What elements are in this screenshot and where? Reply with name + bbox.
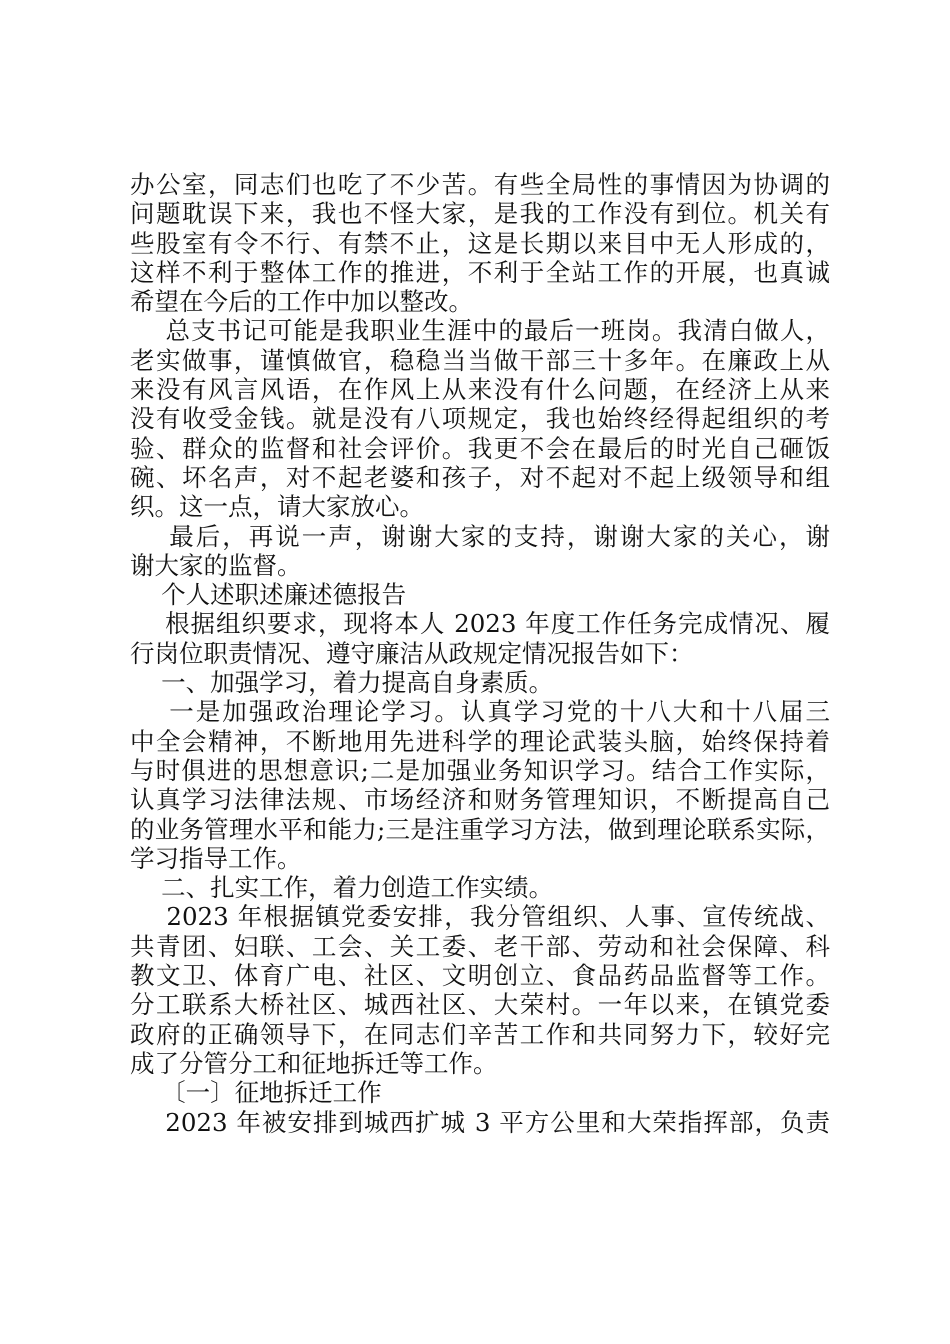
text-line: 没有收受金钱。就是没有八项规定，我也始终经得起组织的考 [130, 404, 830, 434]
text-line: 中全会精神，不断地用先进科学的理论武装头脑，始终保持着 [130, 726, 830, 756]
text-line: 的业务管理水平和能力;三是注重学习方法，做到理论联系实际， [130, 814, 830, 844]
text-line: 成了分管分工和征地拆迁等工作。 [130, 1048, 498, 1078]
text-line: 学习指导工作。 [130, 843, 302, 873]
text-line: 2023 年被安排到城西扩城 3 平方公里和大荣指挥部，负责 [130, 1107, 830, 1137]
text-line: 教文卫、体育广电、社区、文明创立、食品药品监督等工作。 [130, 961, 830, 991]
text-line: 问题耽误下来，我也不怪大家，是我的工作没有到位。机关有 [130, 199, 830, 229]
text-line: 总支书记可能是我职业生涯中的最后一班岗。我清白做人， [130, 316, 830, 346]
text-line: 这样不利于整体工作的推进，不利于全站工作的开展，也真诚 [130, 257, 830, 287]
text-line: 二、扎实工作，着力创造工作实绩。 [130, 873, 554, 903]
text-line: 老实做事，谨慎做官，稳稳当当做干部三十多年。在廉政上从 [130, 345, 830, 375]
text-line: 些股室有令不行、有禁不止，这是长期以来目中无人形成的， [130, 228, 830, 258]
document-body [130, 170, 830, 1137]
text-line: 希望在今后的工作中加以整改。 [130, 287, 473, 317]
text-line: 认真学习法律法规、市场经济和财务管理知识，不断提高自己 [130, 785, 830, 815]
text-line: 织。这一点，请大家放心。 [130, 492, 424, 522]
text-line: 政府的正确领导下，在同志们辛苦工作和共同努力下，较好完 [130, 1019, 830, 1049]
text-line: 〔一〕征地拆迁工作 [130, 1078, 382, 1108]
text-line: 办公室，同志们也吃了不少苦。有些全局性的事情因为协调的 [130, 170, 830, 199]
text-line: 2023 年根据镇党委安排，我分管组织、人事、宣传统战、 [130, 902, 830, 932]
text-line: 一、加强学习，着力提高自身素质。 [130, 668, 554, 698]
text-line: 与时俱进的思想意识;二是加强业务知识学习。结合工作实际， [130, 755, 830, 785]
text-line: 碗、坏名声，对不起老婆和孩子，对不起对不起上级领导和组 [130, 462, 830, 492]
text-line: 根据组织要求，现将本人 2023 年度工作任务完成情况、履 [130, 609, 830, 639]
text-line: 行岗位职责情况、遵守廉洁从政规定情况报告如下： [130, 638, 694, 668]
text-line: 谢大家的监督。 [130, 550, 302, 580]
text-line: 共青团、妇联、工会、关工委、老干部、劳动和社会保障、科 [130, 931, 830, 961]
text-line: 分工联系大桥社区、城西社区、大荣村。一年以来，在镇党委 [130, 990, 830, 1020]
text-line: 个人述职述廉述德报告 [130, 580, 407, 610]
text-line: 验、群众的监督和社会评价。我更不会在最后的时光自己砸饭 [130, 433, 830, 463]
text-line: 一是加强政治理论学习。认真学习党的十八大和十八届三 [130, 697, 830, 727]
text-line: 最后，再说一声，谢谢大家的支持，谢谢大家的关心，谢 [130, 521, 830, 551]
text-line: 来没有风言风语，在作风上从来没有什么问题，在经济上从来 [130, 375, 830, 405]
